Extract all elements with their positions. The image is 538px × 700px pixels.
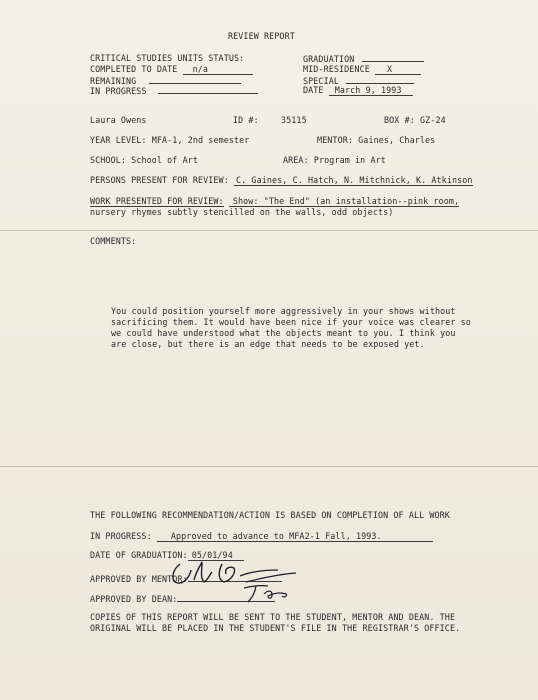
fold-crease bbox=[0, 466, 538, 467]
in-progress-row bbox=[90, 85, 258, 96]
remaining-label: REMAINING bbox=[90, 76, 137, 86]
recommendation-in-progress-value: Approved to advance to MFA2-1 Fall, 1993. bbox=[157, 531, 433, 542]
recommendation-in-progress bbox=[90, 531, 433, 542]
student-name: Laura Owens bbox=[90, 115, 147, 125]
area-value: Program in Art bbox=[313, 155, 386, 165]
student-id-value: 35115 bbox=[281, 115, 307, 125]
completed-label: COMPLETED TO DATE bbox=[90, 64, 178, 74]
date-row bbox=[303, 85, 413, 96]
report-title: REVIEW REPORT bbox=[228, 31, 295, 41]
comment-line-1: You could position yourself more aggressively in your shows without bbox=[111, 306, 456, 316]
persons-present bbox=[90, 175, 473, 186]
completed-row bbox=[90, 64, 253, 75]
school-label: SCHOOL: bbox=[90, 155, 126, 165]
graduation-label: GRADUATION bbox=[303, 54, 355, 64]
footer-line-2: ORIGINAL WILL BE PLACED IN THE STUDENT'S FILE IN THE REGISTRAR'S OFFICE. bbox=[90, 623, 461, 633]
dean-signature bbox=[238, 580, 318, 606]
comment-line-2: sacrificing them. It would have been nice if your voice was clearer so bbox=[111, 317, 471, 327]
school-value: School of Art bbox=[131, 155, 199, 165]
work-label: WORK PRESENTED FOR REVIEW: bbox=[90, 196, 224, 206]
in-progress-label: IN PROGRESS bbox=[90, 86, 147, 96]
student-id-label: ID #: bbox=[233, 115, 259, 125]
year-level-label: YEAR LEVEL: bbox=[90, 135, 147, 145]
comments-label: COMMENTS: bbox=[90, 236, 137, 246]
work-line-2: nursery rhymes subtly stencilled on the walls, odd objects) bbox=[90, 207, 394, 217]
special-label: SPECIAL bbox=[303, 76, 339, 86]
graduation-date-value: 05/01/94 bbox=[188, 550, 244, 561]
approved-dean-label: APPROVED BY DEAN: bbox=[90, 594, 178, 604]
year-level-value: MFA-1, 2nd semester bbox=[151, 135, 250, 145]
special-blank bbox=[346, 75, 414, 84]
recommendation-in-progress-label: IN PROGRESS: bbox=[90, 531, 152, 541]
mid-residence-value: X bbox=[375, 64, 421, 75]
area bbox=[283, 155, 386, 165]
fold-crease bbox=[0, 230, 538, 231]
graduation-blank bbox=[362, 53, 424, 62]
mid-residence-row bbox=[303, 64, 421, 75]
box-label: BOX #: bbox=[384, 115, 415, 125]
date-value: March 9, 1993 bbox=[329, 85, 413, 96]
comment-line-4: are close, but there is an edge that needs to be exposed yet. bbox=[111, 339, 425, 349]
graduation-date-label: DATE OF GRADUATION: bbox=[90, 550, 188, 560]
box-value: GZ-24 bbox=[420, 115, 446, 125]
graduation-row bbox=[303, 53, 424, 64]
mid-residence-label: MID-RESIDENCE bbox=[303, 64, 370, 74]
work-presented bbox=[90, 196, 459, 207]
recommendation-line-1: THE FOLLOWING RECOMMENDATION/ACTION IS BASED ON COMPLETION OF ALL WORK bbox=[90, 510, 450, 520]
persons-label: PERSONS PRESENT FOR REVIEW: bbox=[90, 175, 229, 185]
year-level bbox=[90, 135, 249, 145]
completed-value: n/a bbox=[183, 64, 253, 75]
date-label: DATE bbox=[303, 85, 324, 95]
mentor bbox=[317, 135, 435, 145]
persons-value: C. Gaines, C. Hatch, N. Mitchnick, K. Atkinson bbox=[236, 175, 473, 185]
remaining-blank bbox=[149, 75, 241, 84]
units-status-heading: CRITICAL STUDIES UNITS STATUS: bbox=[90, 53, 245, 63]
footer-line-1: COPIES OF THIS REPORT WILL BE SENT TO THE STUDENT, MENTOR AND DEAN. THE bbox=[90, 612, 456, 622]
work-line-1: Show: "The End" (an installation--pink room, bbox=[229, 196, 459, 207]
box-number bbox=[384, 115, 446, 125]
mentor-label: MENTOR: bbox=[317, 135, 353, 145]
in-progress-blank bbox=[158, 85, 258, 94]
approved-mentor-label: APPROVED BY MENTOR: bbox=[90, 574, 188, 584]
area-label: AREA: bbox=[283, 155, 309, 165]
comment-line-3: we could have understood what the objects meant to you. I think you bbox=[111, 328, 456, 338]
school bbox=[90, 155, 198, 165]
mentor-value: Gaines, Charles bbox=[358, 135, 436, 145]
